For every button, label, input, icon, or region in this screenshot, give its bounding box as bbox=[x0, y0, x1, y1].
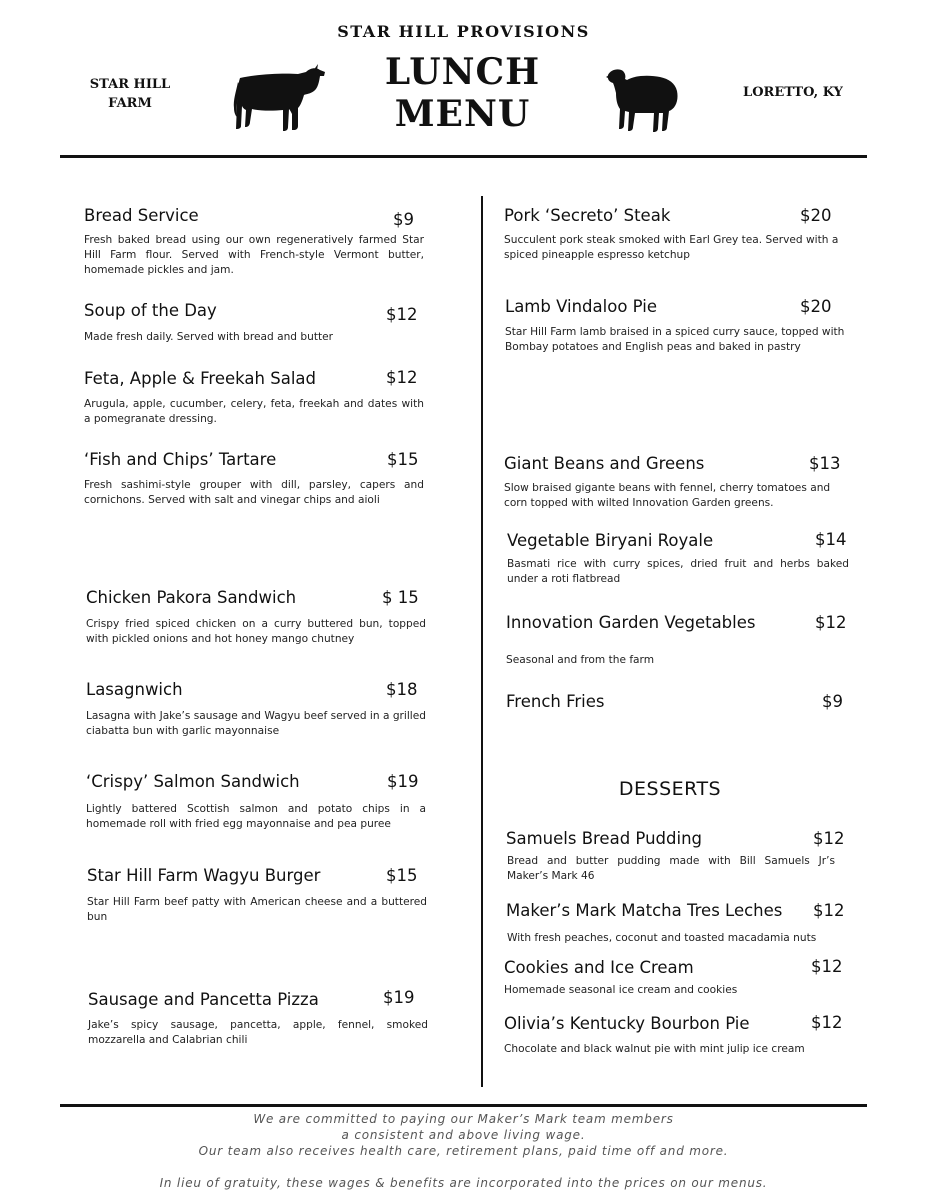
item-name: French Fries bbox=[506, 692, 605, 711]
item-description: Fresh sashimi-style grouper with dill, parsley, capers and cornichons. Served with salt and vinegar chips and aioli bbox=[84, 479, 424, 506]
item-price: $12 bbox=[811, 1013, 843, 1032]
item-description: Fresh baked bread using our own regeneratively farmed Star Hill Farm flour. Served with French-style Vermont butter, homemade pickles and jam. bbox=[84, 234, 424, 276]
item-name: Maker’s Mark Matcha Tres Leches bbox=[506, 901, 783, 920]
item-name: Lamb Vindaloo Pie bbox=[505, 297, 657, 316]
item-description: Star Hill Farm beef patty with American cheese and a buttered bun bbox=[87, 896, 427, 923]
item-price: $20 bbox=[800, 297, 832, 316]
footer-divider bbox=[60, 1104, 867, 1107]
menu-title-line2: MENU bbox=[394, 93, 531, 135]
item-price: $9 bbox=[822, 692, 843, 711]
location: LORETTO, KY bbox=[743, 85, 843, 100]
item-name: Giant Beans and Greens bbox=[504, 454, 705, 473]
column-divider bbox=[481, 196, 483, 1087]
item-name: Cookies and Ice Cream bbox=[504, 958, 694, 977]
item-name: Innovation Garden Vegetables bbox=[506, 613, 756, 632]
item-description: Star Hill Farm lamb braised in a spiced curry sauce, topped with Bombay potatoes and English peas and baked in pastry bbox=[505, 326, 845, 353]
item-name: Feta, Apple & Freekah Salad bbox=[84, 369, 316, 388]
item-description: Seasonal and from the farm bbox=[506, 654, 655, 666]
item-description: Slow braised gigante beans with fennel, cherry tomatoes and corn topped with wilted Innovation Garden greens. bbox=[504, 482, 831, 509]
item-name: Sausage and Pancetta Pizza bbox=[88, 990, 319, 1009]
item-name: Vegetable Biryani Royale bbox=[507, 531, 714, 550]
item-name: Pork ‘Secreto’ Steak bbox=[504, 206, 671, 225]
item-description: Bread and butter pudding made with Bill Samuels Jr’s Maker’s Mark 46 bbox=[507, 855, 835, 882]
footer-text bbox=[0, 1111, 927, 1159]
item-price: $12 bbox=[386, 368, 418, 387]
item-price: $12 bbox=[811, 957, 843, 976]
item-name: Samuels Bread Pudding bbox=[506, 829, 702, 848]
item-name: Lasagnwich bbox=[86, 680, 183, 699]
footer-line: a consistent and above living wage. bbox=[341, 1128, 586, 1142]
item-price: $12 bbox=[815, 613, 847, 632]
item-price: $12 bbox=[813, 901, 845, 920]
footer-line: We are committed to paying our Maker’s Mark team members bbox=[253, 1112, 674, 1126]
footer-line: Our team also receives health care, retirement plans, paid time off and more. bbox=[198, 1144, 729, 1158]
sheep-icon bbox=[605, 65, 683, 133]
item-description: Basmati rice with curry spices, dried fruit and herbs baked under a roti flatbread bbox=[507, 558, 849, 585]
item-price: $12 bbox=[813, 829, 845, 848]
item-price: $15 bbox=[387, 450, 419, 469]
item-name: ‘Crispy’ Salmon Sandwich bbox=[86, 772, 300, 791]
menu-title-line1: LUNCH bbox=[384, 51, 541, 93]
item-price: $18 bbox=[386, 680, 418, 699]
item-name: Bread Service bbox=[84, 206, 199, 225]
header-divider bbox=[60, 155, 867, 158]
item-description: Homemade seasonal ice cream and cookies bbox=[504, 984, 738, 996]
item-name: ‘Fish and Chips’ Tartare bbox=[84, 450, 277, 469]
item-description: Made fresh daily. Served with bread and butter bbox=[84, 331, 333, 343]
item-price: $15 bbox=[386, 866, 418, 885]
item-price: $14 bbox=[815, 530, 847, 549]
item-name: Olivia’s Kentucky Bourbon Pie bbox=[504, 1014, 750, 1033]
cow-icon bbox=[228, 64, 328, 134]
item-description: Lasagna with Jake’s sausage and Wagyu beef served in a grilled ciabatta bun with garlic mayonnaise bbox=[86, 710, 426, 737]
item-price: $13 bbox=[809, 454, 841, 473]
item-price: $19 bbox=[383, 988, 415, 1007]
farm-name: STAR HILL FARM bbox=[89, 77, 171, 111]
item-name: Chicken Pakora Sandwich bbox=[86, 588, 297, 607]
item-description: With fresh peaches, coconut and toasted macadamia nuts bbox=[507, 932, 817, 944]
item-price: $ 15 bbox=[382, 588, 419, 607]
item-price: $9 bbox=[393, 210, 414, 229]
item-name: Soup of the Day bbox=[84, 301, 217, 320]
item-name: Star Hill Farm Wagyu Burger bbox=[87, 866, 321, 885]
item-price: $20 bbox=[800, 206, 832, 225]
gratuity-note: In lieu of gratuity, these wages & benefits are incorporated into the prices on our menus. bbox=[159, 1176, 768, 1190]
item-description: Lightly battered Scottish salmon and potato chips in a homemade roll with fried egg mayonnaise and pea puree bbox=[86, 803, 426, 830]
item-description: Arugula, apple, cucumber, celery, feta, freekah and dates with a pomegranate dressing. bbox=[84, 398, 424, 425]
item-price: $19 bbox=[387, 772, 419, 791]
item-description: Jake’s spicy sausage, pancetta, apple, fennel, smoked mozzarella and Calabrian chili bbox=[88, 1019, 428, 1046]
item-price: $12 bbox=[386, 305, 418, 324]
brand-name: STAR HILL PROVISIONS bbox=[337, 22, 590, 41]
item-description: Succulent pork steak smoked with Earl Grey tea. Served with a spiced pineapple espresso ketchup bbox=[504, 234, 839, 261]
item-description: Chocolate and black walnut pie with mint julip ice cream bbox=[504, 1043, 805, 1055]
desserts-heading: DESSERTS bbox=[618, 778, 722, 800]
item-description: Crispy fried spiced chicken on a curry buttered bun, topped with pickled onions and hot honey mango chutney bbox=[86, 618, 426, 645]
